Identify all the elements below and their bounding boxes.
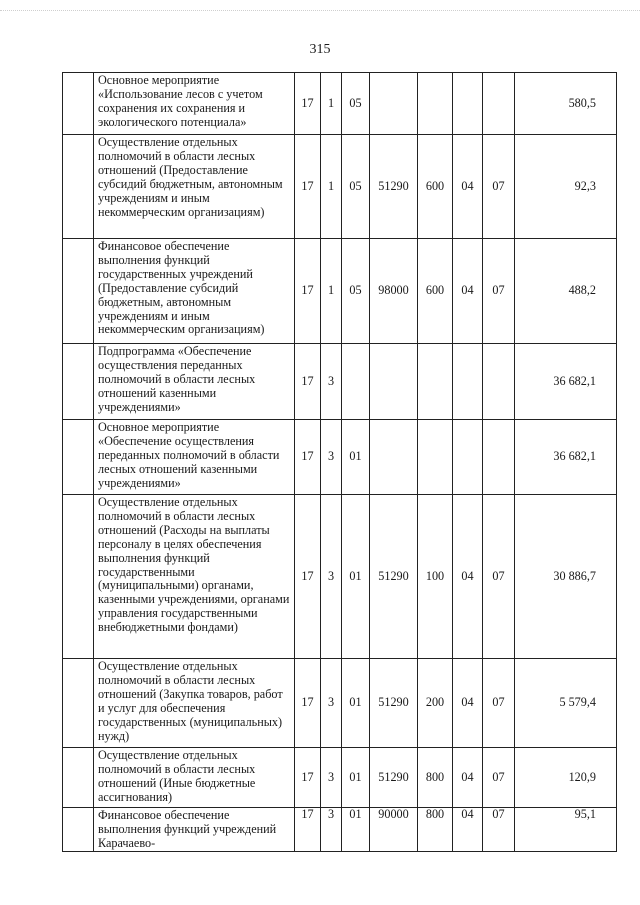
row-name: Осуществление отдельных полномочий в области лесных отношений (Расходы на выплаты персоналу в целях обеспечения выполнения функций государственными (муниципальными) органами, казенными учреждениями, органами управления государственными внебюджетными фондами) xyxy=(94,495,295,659)
gp-code: 17 xyxy=(295,748,321,808)
expense-type-code: 100 xyxy=(418,495,453,659)
subsection-code: 07 xyxy=(483,659,515,748)
table-row xyxy=(63,495,617,659)
direction-code xyxy=(370,73,418,135)
subsection-code xyxy=(483,420,515,495)
gp-code: 17 xyxy=(295,73,321,135)
blank-cell xyxy=(63,659,94,748)
section-code: 04 xyxy=(453,135,483,239)
om-code: 01 xyxy=(342,420,370,495)
om-code: 01 xyxy=(342,748,370,808)
sum-value: 95,1 xyxy=(515,808,617,852)
direction-code xyxy=(370,420,418,495)
row-name: Осуществление отдельных полномочий в области лесных отношений (Иные бюджетные ассигнования) xyxy=(94,748,295,808)
om-code: 01 xyxy=(342,495,370,659)
sum-value: 30 886,7 xyxy=(515,495,617,659)
blank-cell xyxy=(63,239,94,344)
blank-cell xyxy=(63,135,94,239)
direction-code: 51290 xyxy=(370,135,418,239)
om-code: 01 xyxy=(342,659,370,748)
sp-code: 3 xyxy=(321,808,342,852)
row-name: Основное мероприятие «Обеспечение осуществления переданных полномочий в области лесных отношений казенными учреждениями» xyxy=(94,420,295,495)
gp-code: 17 xyxy=(295,344,321,420)
section-code: 04 xyxy=(453,495,483,659)
table-row xyxy=(63,748,617,808)
gp-code: 17 xyxy=(295,495,321,659)
direction-code xyxy=(370,344,418,420)
expense-type-code xyxy=(418,73,453,135)
section-code: 04 xyxy=(453,659,483,748)
sp-code: 3 xyxy=(321,495,342,659)
sum-value: 120,9 xyxy=(515,748,617,808)
row-name: Осуществление отдельных полномочий в области лесных отношений (Предоставление субсидий бюджетным, автономным учреждениям и иным некоммерческим организациям) xyxy=(94,135,295,239)
row-name: Финансовое обеспечение выполнения функций государственных учреждений (Предоставление субсидий бюджетным, автономным учреждениям и иным некоммерческим организациям) xyxy=(94,239,295,344)
expense-type-code xyxy=(418,344,453,420)
section-code: 04 xyxy=(453,808,483,852)
sp-code: 3 xyxy=(321,748,342,808)
sp-code: 3 xyxy=(321,344,342,420)
table-row xyxy=(63,659,617,748)
direction-code: 51290 xyxy=(370,495,418,659)
blank-cell xyxy=(63,344,94,420)
sum-value: 580,5 xyxy=(515,73,617,135)
gp-code: 17 xyxy=(295,239,321,344)
table-row xyxy=(63,239,617,344)
table-row xyxy=(63,73,617,135)
direction-code: 98000 xyxy=(370,239,418,344)
row-name: Подпрограмма «Обеспечение осуществления переданных полномочий в области лесных отношений казенными учреждениями» xyxy=(94,344,295,420)
sp-code: 3 xyxy=(321,659,342,748)
sum-value: 36 682,1 xyxy=(515,420,617,495)
section-code xyxy=(453,420,483,495)
scan-top-line xyxy=(0,10,640,12)
om-code: 05 xyxy=(342,239,370,344)
budget-table xyxy=(62,72,617,852)
expense-type-code: 600 xyxy=(418,135,453,239)
sp-code: 1 xyxy=(321,239,342,344)
sum-value: 5 579,4 xyxy=(515,659,617,748)
blank-cell xyxy=(63,73,94,135)
sp-code: 3 xyxy=(321,420,342,495)
expense-type-code: 200 xyxy=(418,659,453,748)
subsection-code: 07 xyxy=(483,495,515,659)
blank-cell xyxy=(63,808,94,852)
direction-code: 51290 xyxy=(370,748,418,808)
sp-code: 1 xyxy=(321,73,342,135)
row-name: Осуществление отдельных полномочий в области лесных отношений (Закупка товаров, работ и услуг для обеспечения государственных (муниципальных) нужд) xyxy=(94,659,295,748)
row-name: Основное мероприятие «Использование лесов с учетом сохранения их сохранения и экологического потенциала» xyxy=(94,73,295,135)
gp-code: 17 xyxy=(295,659,321,748)
blank-cell xyxy=(63,495,94,659)
table-row xyxy=(63,420,617,495)
table-row xyxy=(63,808,617,852)
section-code xyxy=(453,73,483,135)
sum-value: 36 682,1 xyxy=(515,344,617,420)
sum-value: 92,3 xyxy=(515,135,617,239)
table-row xyxy=(63,135,617,239)
om-code xyxy=(342,344,370,420)
row-name: Финансовое обеспечение выполнения функций учреждений Карачаево- xyxy=(94,808,295,852)
expense-type-code: 600 xyxy=(418,239,453,344)
subsection-code xyxy=(483,344,515,420)
subsection-code: 07 xyxy=(483,748,515,808)
table-row xyxy=(63,344,617,420)
blank-cell xyxy=(63,748,94,808)
expense-type-code: 800 xyxy=(418,748,453,808)
direction-code: 51290 xyxy=(370,659,418,748)
section-code: 04 xyxy=(453,239,483,344)
sp-code: 1 xyxy=(321,135,342,239)
subsection-code xyxy=(483,73,515,135)
section-code: 04 xyxy=(453,748,483,808)
subsection-code: 07 xyxy=(483,135,515,239)
section-code xyxy=(453,344,483,420)
gp-code: 17 xyxy=(295,420,321,495)
page-number: 315 xyxy=(309,42,331,57)
gp-code: 17 xyxy=(295,808,321,852)
blank-cell xyxy=(63,420,94,495)
sum-value: 488,2 xyxy=(515,239,617,344)
subsection-code: 07 xyxy=(483,239,515,344)
subsection-code: 07 xyxy=(483,808,515,852)
expense-type-code: 800 xyxy=(418,808,453,852)
direction-code: 90000 xyxy=(370,808,418,852)
expense-type-code xyxy=(418,420,453,495)
om-code: 01 xyxy=(342,808,370,852)
om-code: 05 xyxy=(342,135,370,239)
om-code: 05 xyxy=(342,73,370,135)
gp-code: 17 xyxy=(295,135,321,239)
